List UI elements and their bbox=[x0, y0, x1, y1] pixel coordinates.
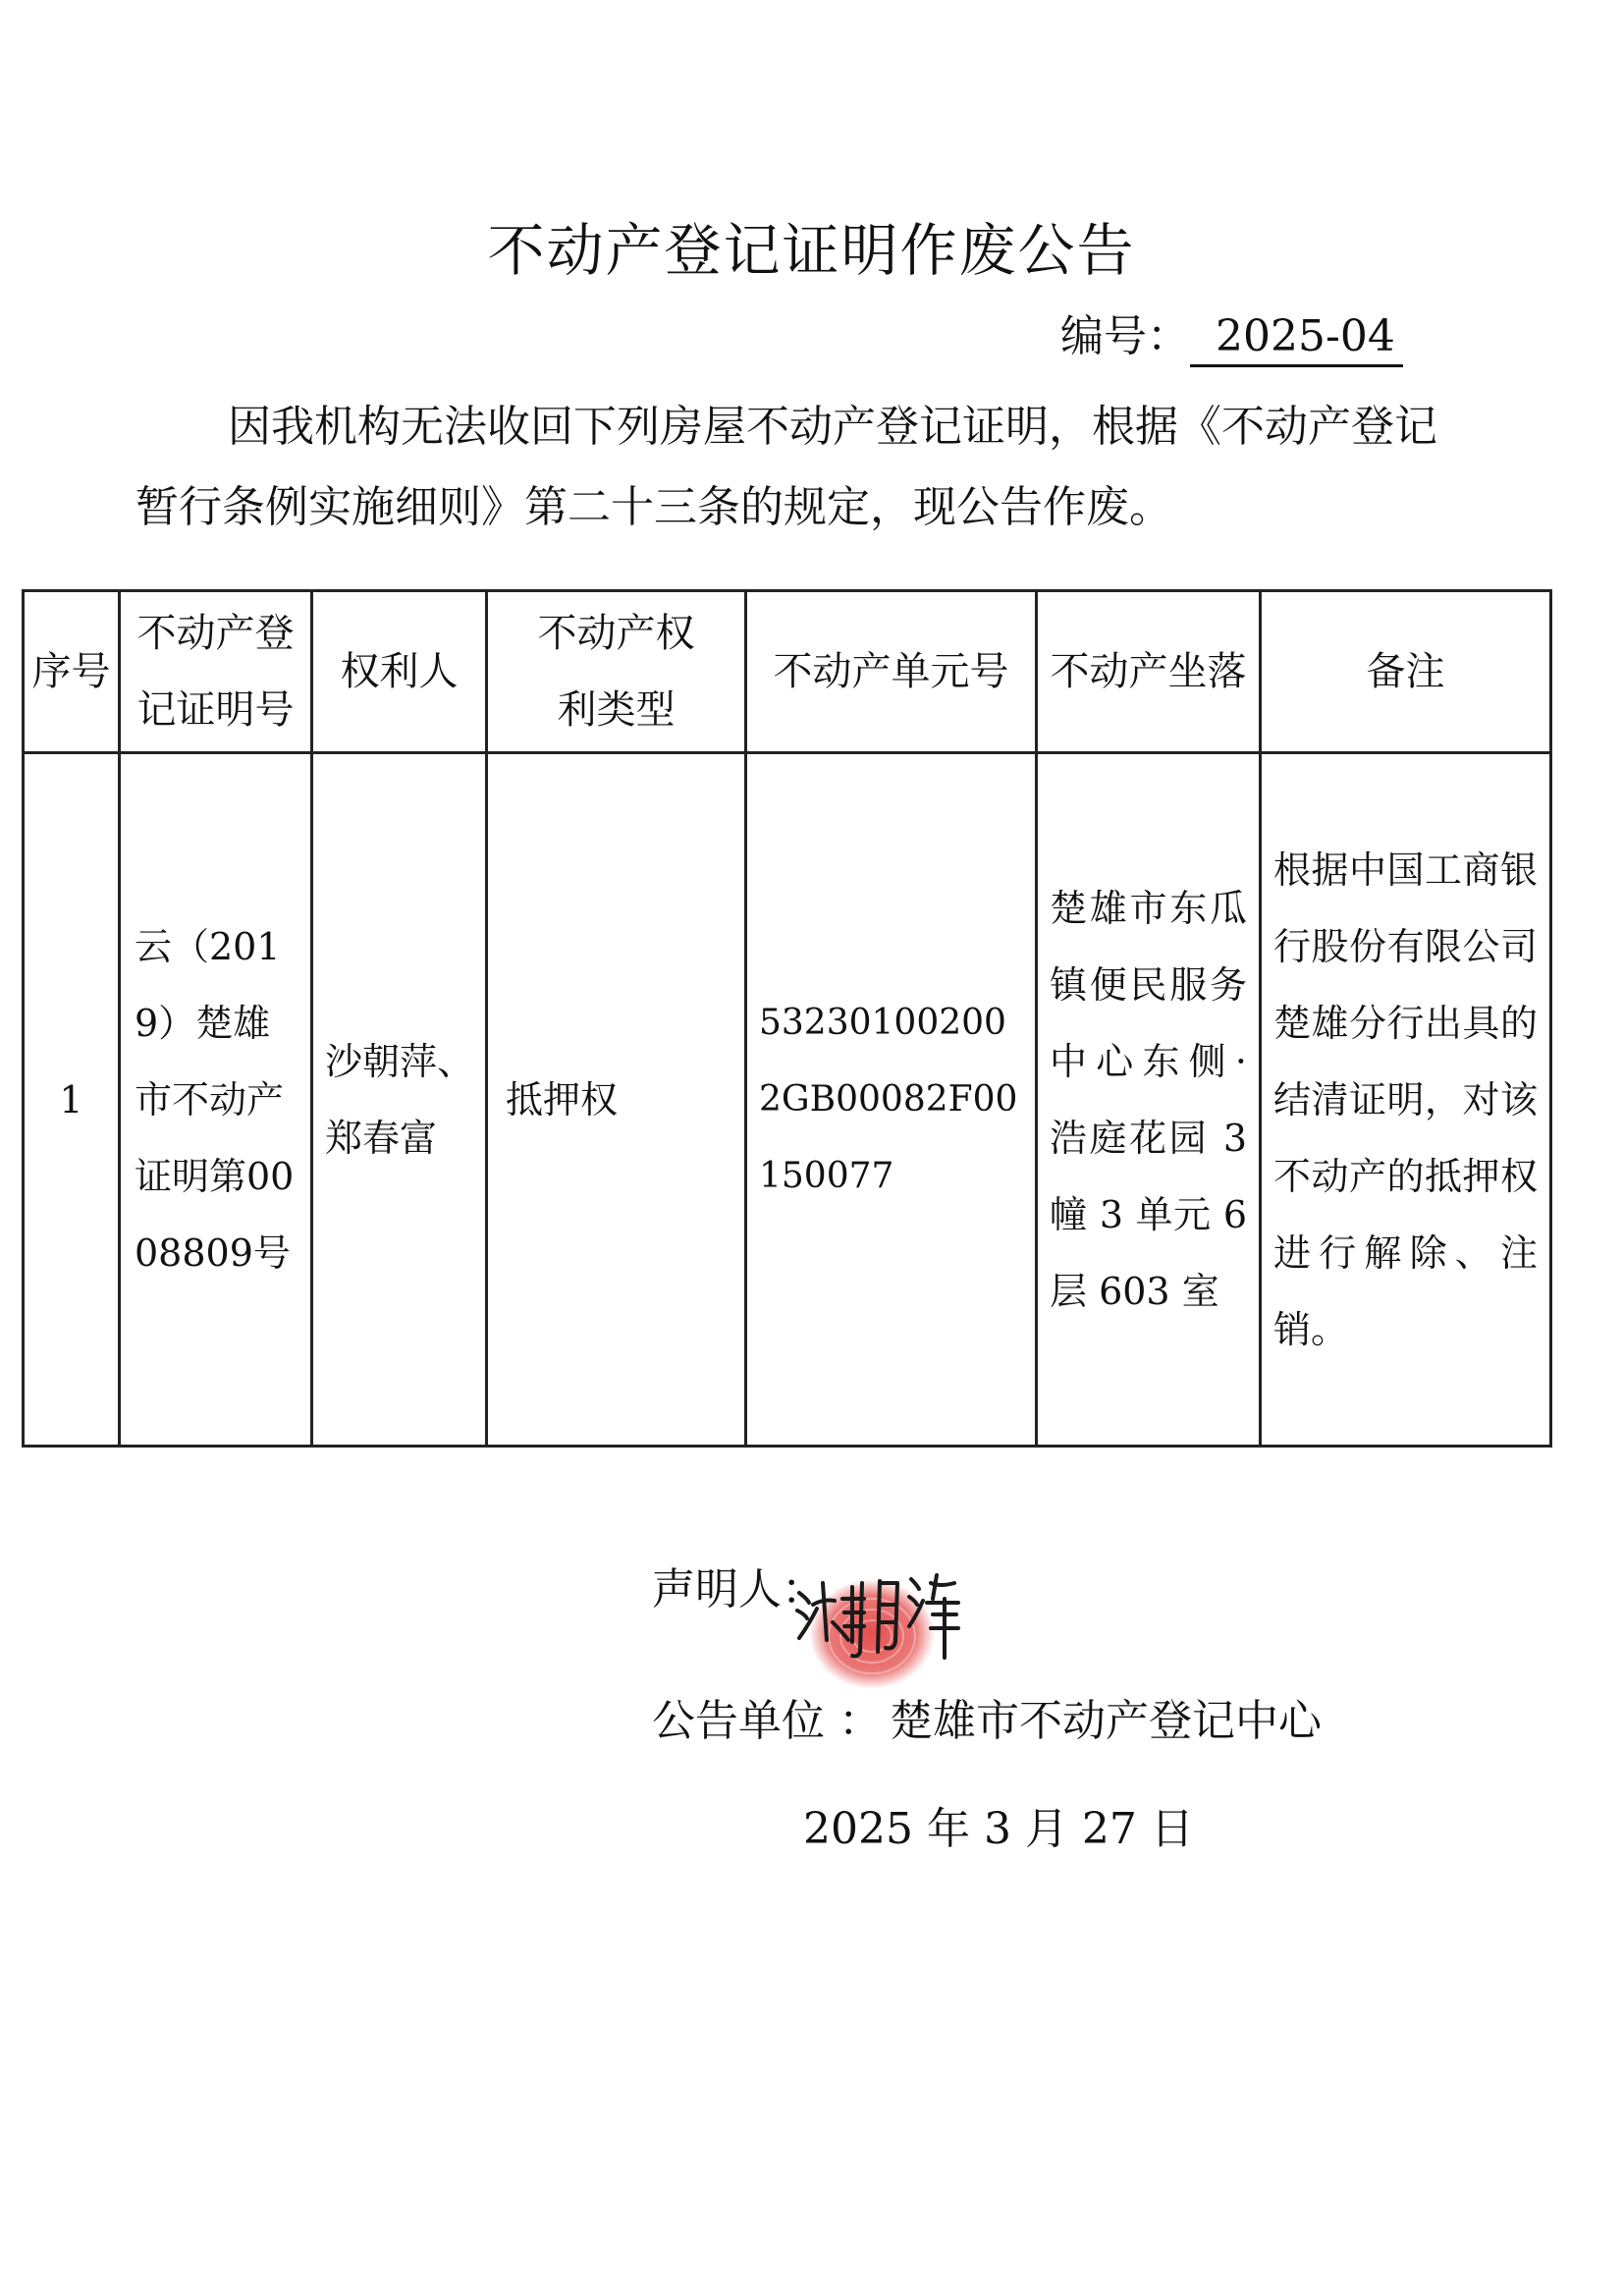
document-number bbox=[1060, 301, 1403, 367]
void-certificate-table bbox=[22, 589, 1552, 1448]
cell-unit-no: 532301002002GB00082F00150077 bbox=[746, 753, 1037, 1447]
document-number-value: 2025-04 bbox=[1190, 311, 1403, 367]
table-row bbox=[24, 753, 1551, 1447]
cell-holder: 沙朝萍、郑春富 bbox=[312, 753, 487, 1447]
unit-label: 公告单位 ： bbox=[652, 1696, 882, 1746]
cell-cert-no: 云（2019）楚雄市不动产证明第0008809号 bbox=[120, 753, 312, 1447]
header-cert-no: 不动产登记证明号 bbox=[120, 591, 312, 753]
cell-seq: 1 bbox=[24, 753, 120, 1447]
announcing-unit-row bbox=[652, 1685, 1322, 1748]
unit-name: 楚雄市不动产登记中心 bbox=[890, 1696, 1322, 1746]
announcement-date: 2025 年 3 月 27 日 bbox=[803, 1804, 1194, 1854]
table-header-row bbox=[24, 591, 1551, 753]
header-unit-no: 不动产单元号 bbox=[746, 591, 1037, 753]
declarant-label: 声明人： bbox=[652, 1564, 825, 1614]
cell-remark: 根据中国工商银行股份有限公司楚雄分行出具的结清证明，对该不动产的抵押权进行解除、注销。 bbox=[1261, 753, 1551, 1447]
cell-right-type: 抵押权 bbox=[487, 753, 746, 1447]
header-location: 不动产坐落 bbox=[1037, 591, 1261, 753]
declarant-signature-with-fingerprint bbox=[793, 1554, 965, 1691]
header-remark: 备注 bbox=[1261, 591, 1551, 753]
header-holder: 权利人 bbox=[312, 591, 487, 753]
page-title: 不动产登记证明作废公告 bbox=[487, 217, 1136, 284]
header-seq: 序号 bbox=[24, 591, 120, 753]
header-right-type: 不动产权利类型 bbox=[487, 591, 746, 753]
document-number-label: 编号： bbox=[1060, 311, 1190, 361]
intro-paragraph-line-1: 因我机构无法收回下列房屋不动产登记证明，根据《不动产登记 bbox=[228, 402, 1437, 452]
intro-paragraph-line-2: 暂行条例实施细则》第二十三条的规定，现公告作废。 bbox=[135, 482, 1172, 532]
cell-location: 楚雄市东瓜镇便民服务中心东侧·浩庭花园 3 幢 3 单元 6 层 603 室 bbox=[1037, 753, 1261, 1447]
